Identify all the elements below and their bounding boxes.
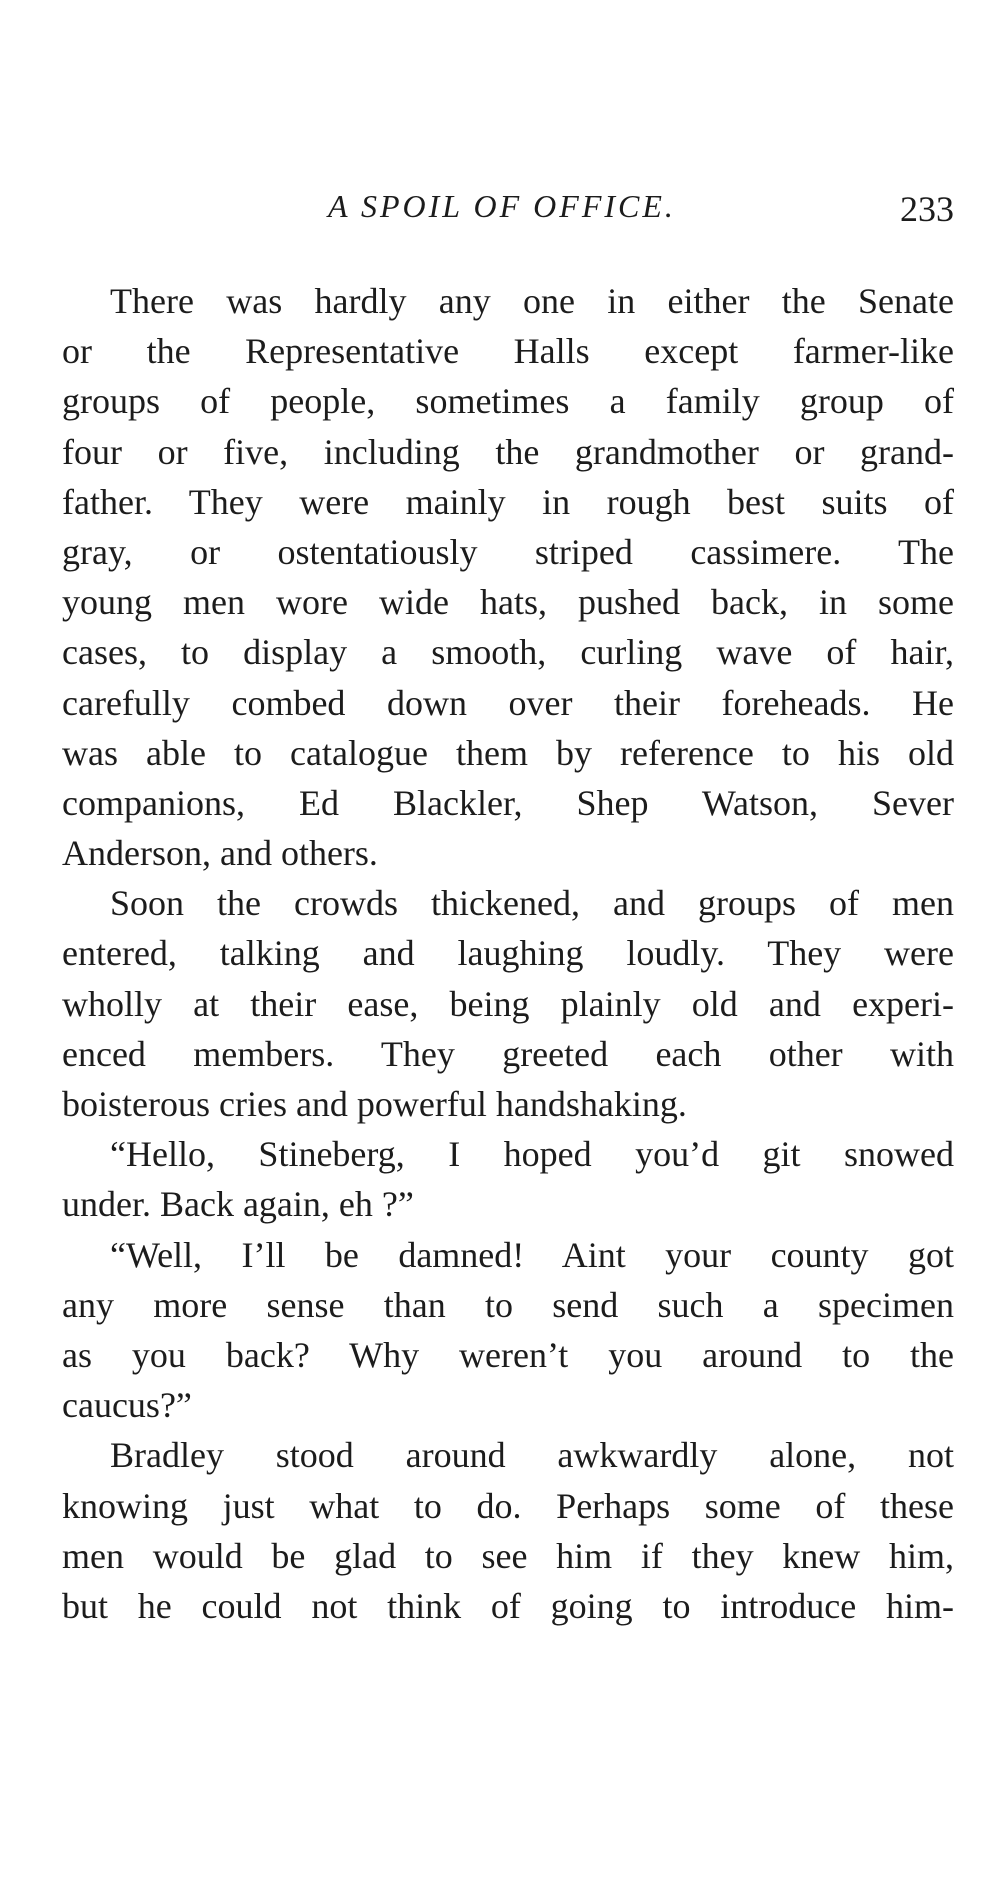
text-line: was able to catalogue them by reference to his old xyxy=(62,732,954,773)
text-line: but he could not think of going to introduce him- xyxy=(62,1585,954,1626)
text-line: Anderson, and others. xyxy=(62,833,378,874)
text-line: young men wore wide hats, pushed back, in some xyxy=(62,582,954,623)
text-line: companions, Ed Blackler, Shep Watson, Sever xyxy=(62,782,954,823)
text-line: “Hello, Stineberg, I hoped you’d git snowed xyxy=(110,1134,954,1175)
text-line: father. They were mainly in rough best suits of xyxy=(62,481,954,522)
text-line: enced members. They greeted each other with xyxy=(62,1033,954,1074)
paragraph xyxy=(62,878,954,1129)
text-line: as you back? Why weren’t you around to the xyxy=(62,1334,954,1375)
text-line: groups of people, sometimes a family group of xyxy=(62,381,954,422)
text-line: “Well, I’ll be damned! Aint your county got xyxy=(110,1234,954,1275)
text-line: or the Representative Halls except farmer-like xyxy=(62,331,954,372)
text-line: knowing just what to do. Perhaps some of these xyxy=(62,1485,954,1526)
text-line: four or five, including the grandmother or grand- xyxy=(62,431,954,472)
paragraph xyxy=(62,1430,954,1631)
text-line: There was hardly any one in either the Senate xyxy=(110,281,954,321)
body-text xyxy=(62,276,954,1631)
text-line: caucus?” xyxy=(62,1385,192,1426)
text-line: under. Back again, eh ?” xyxy=(62,1184,414,1225)
text-line: wholly at their ease, being plainly old and experi- xyxy=(62,983,954,1024)
running-head xyxy=(60,180,960,240)
paragraph xyxy=(62,1129,954,1229)
text-line: entered, talking and laughing loudly. They were xyxy=(62,933,954,974)
text-line: gray, or ostentatiously striped cassimere. The xyxy=(62,531,954,572)
paragraph xyxy=(62,276,954,878)
text-line: men would be glad to see him if they knew him, xyxy=(62,1535,954,1576)
paragraph xyxy=(62,1230,954,1431)
text-line: carefully combed down over their foreheads. He xyxy=(62,682,954,723)
text-line: Bradley stood around awkwardly alone, not xyxy=(110,1435,954,1476)
text-line: cases, to display a smooth, curling wave of hair, xyxy=(62,632,954,673)
page-number: 233 xyxy=(900,189,954,229)
text-line: any more sense than to send such a specimen xyxy=(62,1284,954,1325)
text-line: boisterous cries and powerful handshaking. xyxy=(62,1084,687,1124)
running-title: A SPOIL OF OFFICE. xyxy=(328,188,676,224)
text-line: Soon the crowds thickened, and groups of men xyxy=(110,883,954,924)
